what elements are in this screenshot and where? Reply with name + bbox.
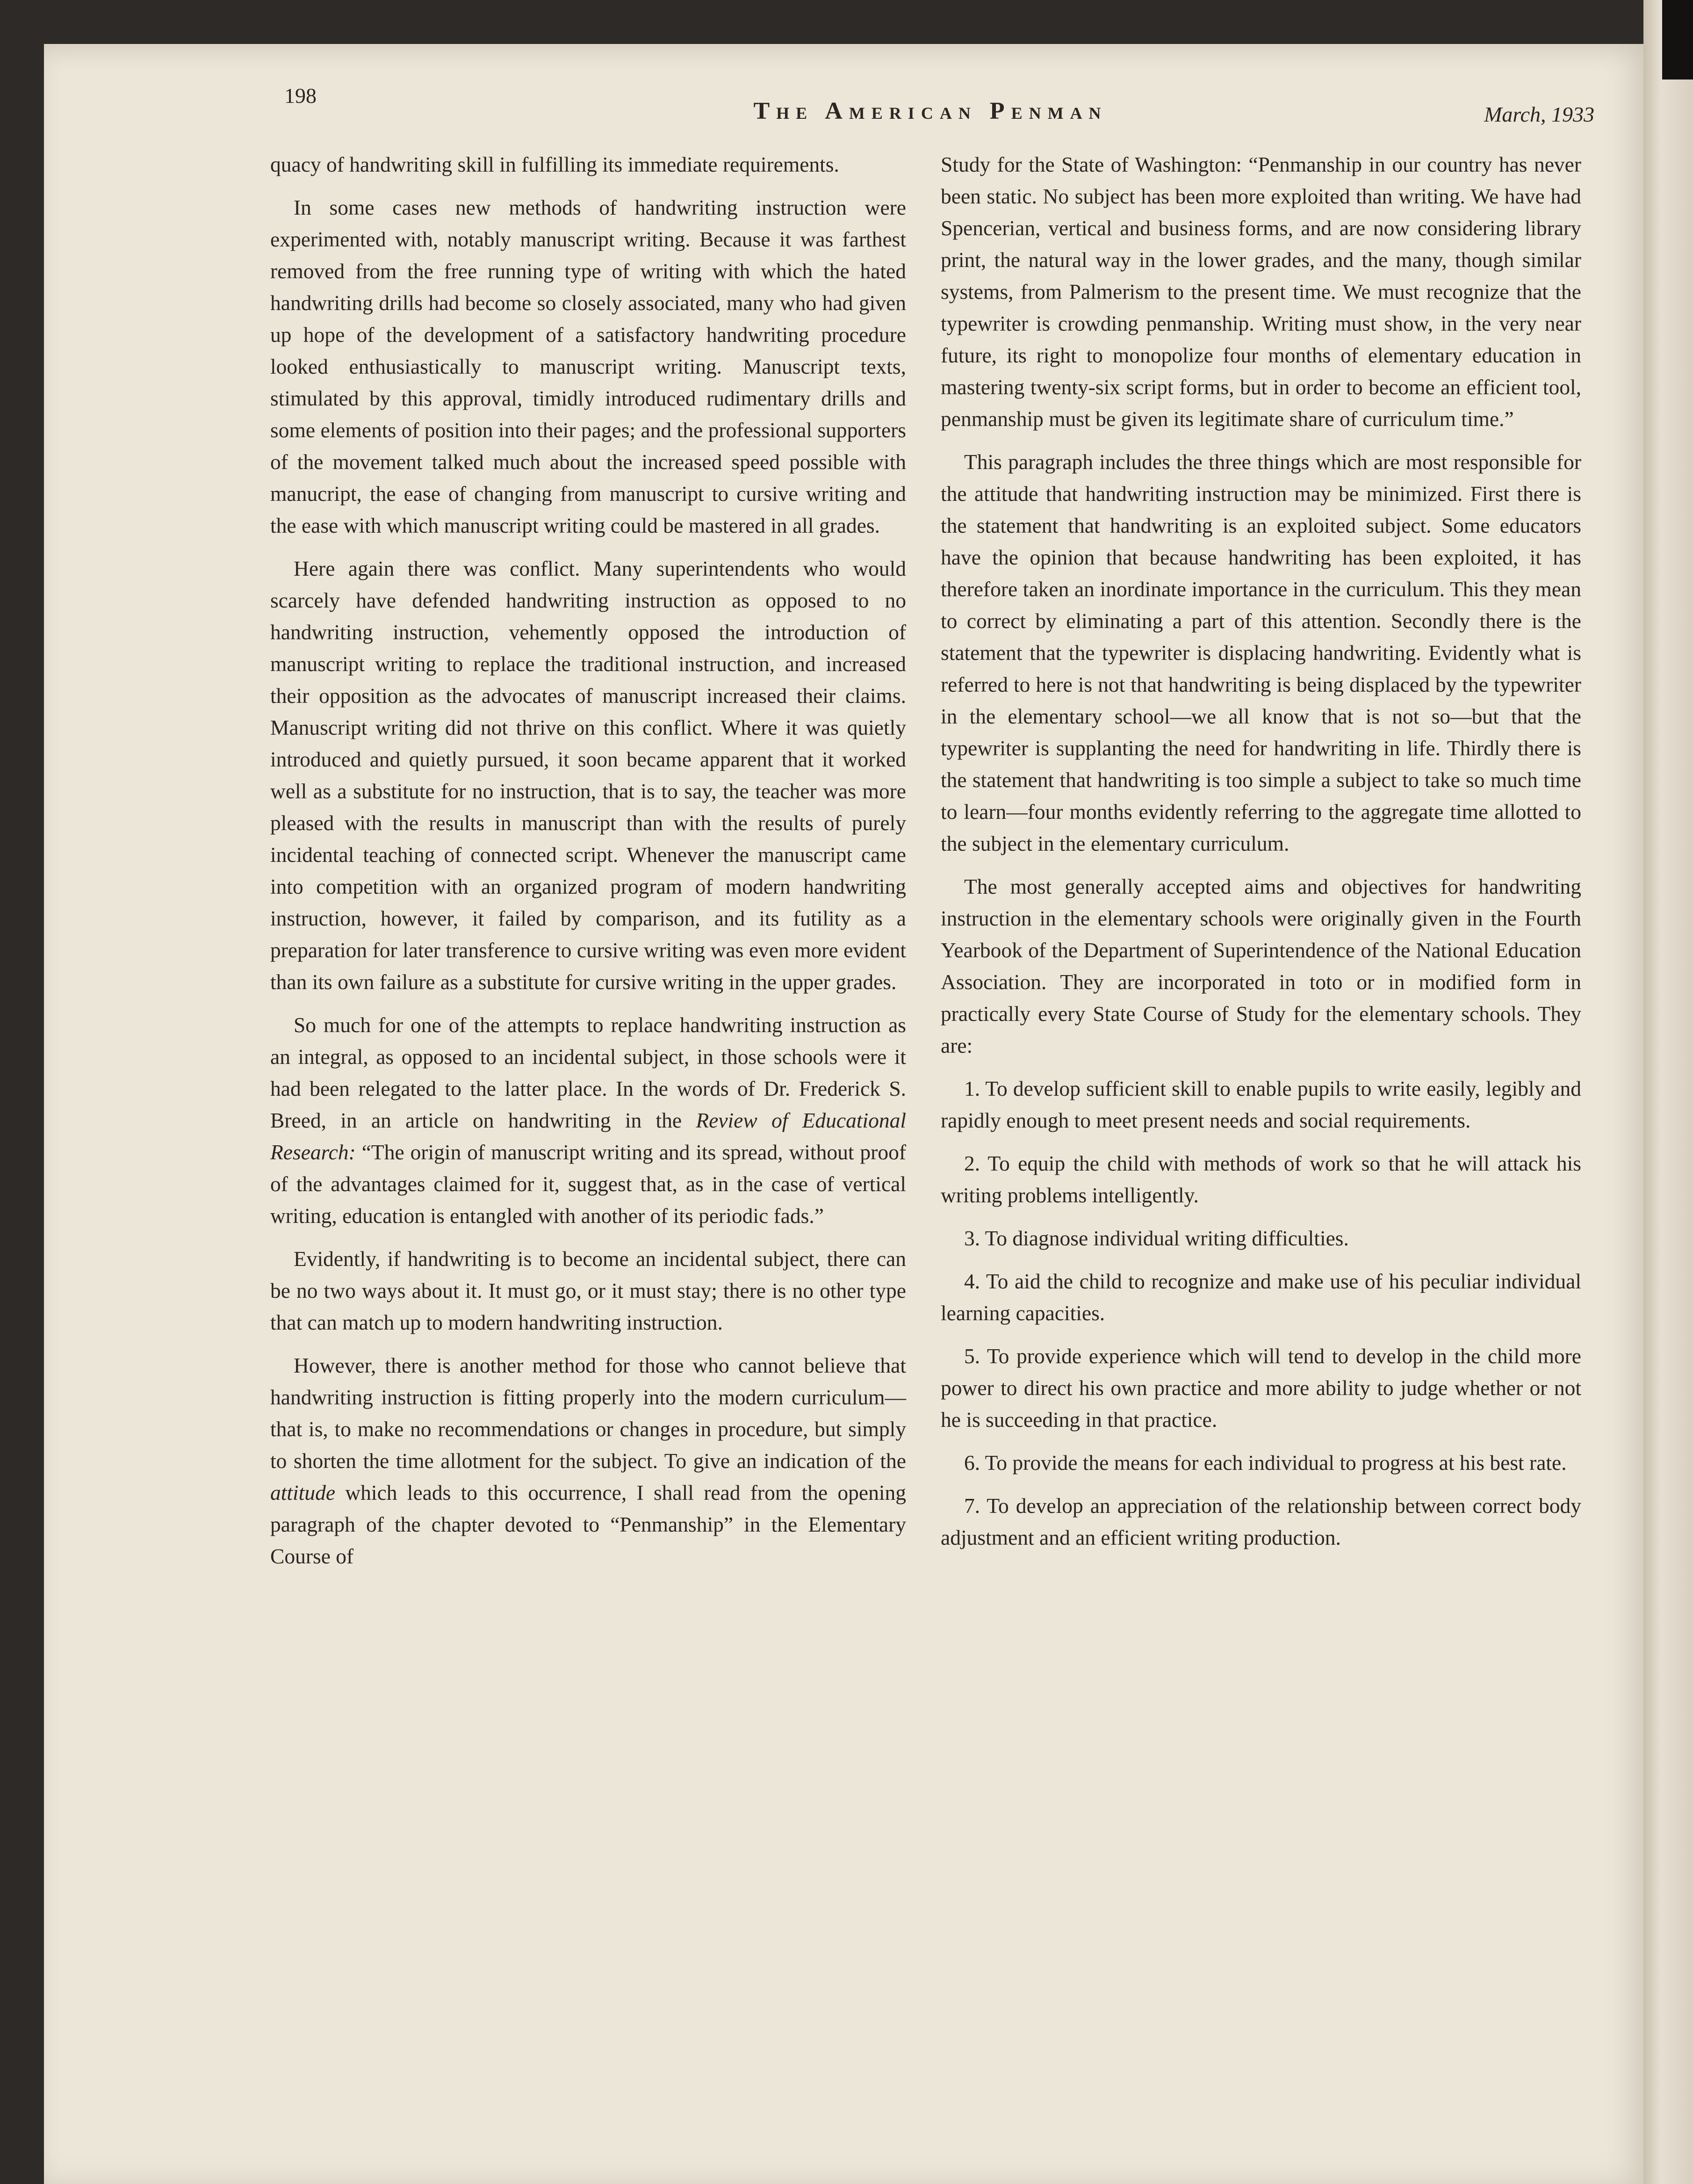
paragraph bbox=[270, 1009, 906, 1232]
paragraph: In some cases new methods of handwriting instruction were experimented with, notably manuscript writing. Because it was farthest removed from the free running type of writing with which the hated handwriting drills had become so closely associated, many who had given up hope of the development of a satisfactory handwriting procedure looked enthusiastically to manuscript writing. Manuscript texts, stimulated by this approval, timidly introduced rudimentary drills and some elements of position into their pages; and the professional supporters of the movement talked much about the increased speed possible with manucript, the ease of changing from manuscript to cursive writing and the ease with which manuscript writing could be mastered in all grades. bbox=[270, 195, 906, 537]
page-number: 198 bbox=[284, 84, 317, 108]
right-column bbox=[941, 149, 1581, 2019]
paragraph-text: So much for one of the attempts to replace handwriting instruction as an integral, as opposed to an incidental subject, in those schools were it had been relegated to the latter place. In the words of Dr. Frederick S. Breed, in an article on handwriting in the bbox=[270, 1013, 906, 1132]
paragraph: Evidently, if handwriting is to become an incidental subject, there can be no two ways about it. It must go, or it must stay; there is no other type that can match up to modern handwriting instruction. bbox=[270, 1247, 906, 1334]
paragraph-text: However, there is another method for those who cannot believe that handwriting instruction is fitting properly into the modern curriculum—that is, to make no recommendations or changes in procedure, but simply to shorten the time allotment for the subject. To give an indication of the bbox=[270, 1353, 906, 1473]
journal-citation: Review of Educational Research: bbox=[270, 1108, 907, 1164]
paragraph-text: “The origin of manuscript writing and its spread, without proof of the advantages claimed for it, suggest that, as in the case of vertical writing, education is entangled with another of its periodic fads.” bbox=[270, 1140, 906, 1228]
emphasis: attitude bbox=[270, 1481, 336, 1504]
issue-date: March, 1933 bbox=[1484, 102, 1594, 126]
objective-item: 7. To develop an appreciation of the relationship between correct body adjustment and an efficient writing production. bbox=[941, 1494, 1581, 1549]
paragraph: This paragraph includes the three things which are most responsible for the attitude that handwriting instruction may be minimized. First there is the statement that handwriting is an exploited subject. Some educators have the opinion that because handwriting has been exploited, it has therefore taken an inordinate importance in the curriculum. This they mean to correct by eliminating a part of this attention. Secondly there is the statement that the typewriter is displacing handwriting. Evidently what is referred to here is not that handwriting is being displaced by the typewriter in the elementary school—we all know that is not so—but that the typewriter is supplanting the need for handwriting in life. Thirdly there is the statement that handwriting is too simple a subject to take so much time to learn—four months evidently referring to the aggregate time allotted to the subject in the elementary curriculum. bbox=[941, 450, 1581, 855]
binding-shadow bbox=[1662, 0, 1693, 80]
objective-item: 2. To equip the child with methods of work so that he will attack his writing problems intelligently. bbox=[941, 1151, 1581, 1207]
objective-item: 6. To provide the means for each individual to progress at his best rate. bbox=[964, 1451, 1567, 1475]
objective-item: 3. To diagnose individual writing difficulties. bbox=[964, 1226, 1349, 1250]
paragraph: quacy of handwriting skill in fulfilling its immediate requirements. bbox=[270, 152, 839, 176]
objective-item: 5. To provide experience which will tend to develop in the child more power to direct his own practice and more ability to judge whether or not he is succeeding in that practice. bbox=[941, 1344, 1581, 1432]
journal-title: The American Penman bbox=[753, 98, 1108, 124]
paragraph: Study for the State of Washington: “Penmanship in our country has never been static. No subject has been more exploited than writing. We have had Spencerian, vertical and business forms, and are now considering library print, the natural way in the lower grades, and the many, though similar systems, from Palmerism to the present time. We must recognize that the typewriter is crowding penmanship. Writing must show, in the very near future, its right to monopolize four months of elementary education in mastering twenty-six script forms, but in order to become an efficient tool, penmanship must be given its legitimate share of curriculum time.” bbox=[941, 152, 1581, 431]
paragraph bbox=[270, 1350, 906, 1572]
paragraph: Here again there was conflict. Many superintendents who would scarcely have defended handwriting instruction as opposed to no handwriting instruction, vehemently opposed the introduction of manuscript writing to replace the traditional instruction, and increased their opposition as the advocates of manuscript increased their claims. Manuscript writing did not thrive on this conflict. Where it was quietly introduced and quietly pursued, it soon became apparent that it worked well as a substitute for no instruction, that is to say, the teacher was more pleased with the results in manuscript than with the results of purely incidental teaching of connected script. Whenever the manuscript came into competition with an organized program of modern handwriting instruction, however, it failed by comparison, and its futility as a preparation for later transference to cursive writing was even more evident than its own failure as a substitute for cursive writing in the upper grades. bbox=[270, 557, 906, 994]
left-column bbox=[270, 149, 906, 2019]
objective-item: 1. To develop sufficient skill to enable pupils to write easily, legibly and rapidly enough to meet present needs and social requirements. bbox=[941, 1077, 1581, 1132]
binding-gutter bbox=[1643, 0, 1693, 2184]
paragraph-text: which leads to this occurrence, I shall read from the opening paragraph of the chapter devoted to “Penmanship” in the Elementary Course of bbox=[270, 1481, 906, 1568]
paragraph: The most generally accepted aims and objectives for handwriting instruction in the elementary schools were originally given in the Fourth Yearbook of the Department of Superintendence of the National Education Association. They are incorporated in toto or in modified form in practically every State Course of Study for the elementary schools. They are: bbox=[941, 875, 1581, 1057]
objective-item: 4. To aid the child to recognize and make use of his peculiar individual learning capacities. bbox=[941, 1269, 1581, 1325]
